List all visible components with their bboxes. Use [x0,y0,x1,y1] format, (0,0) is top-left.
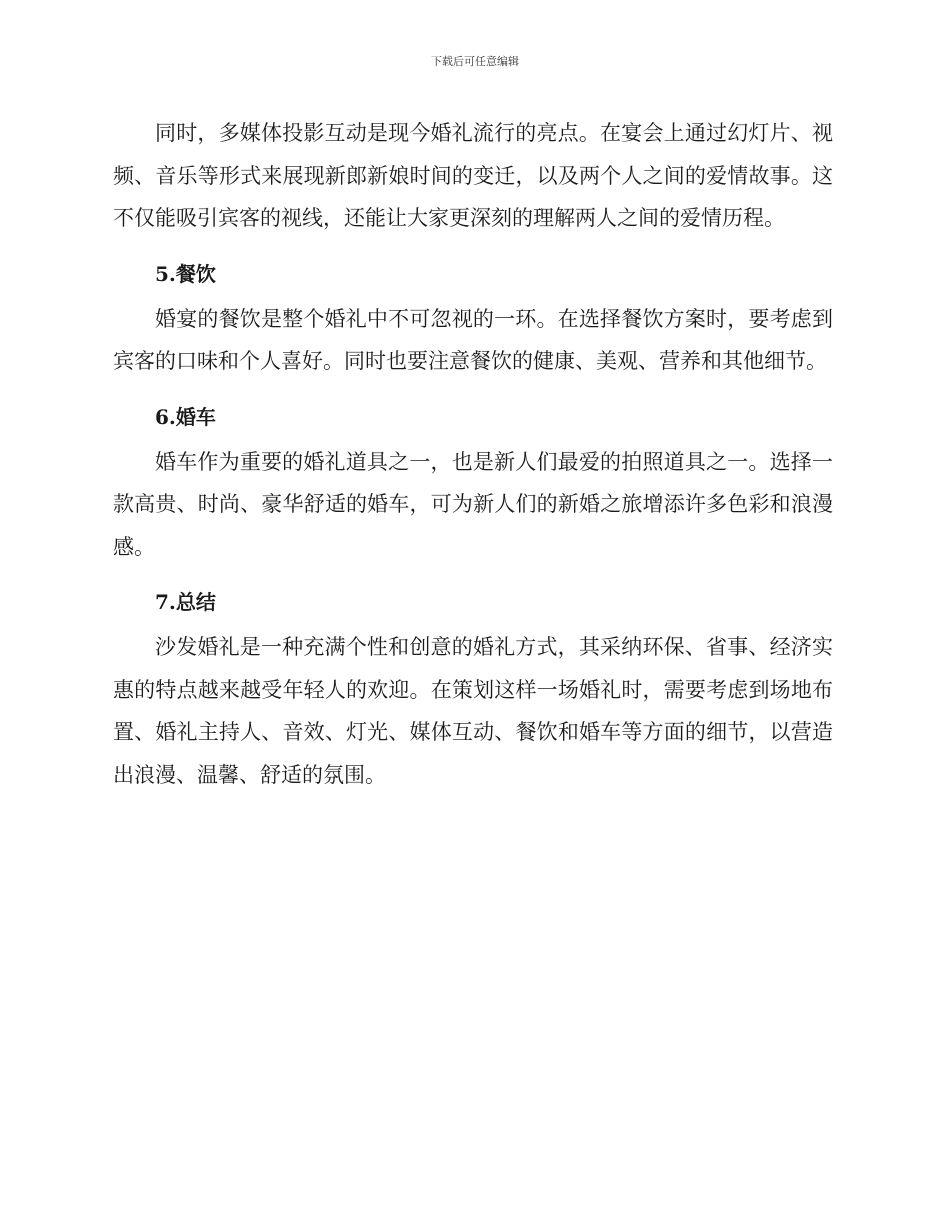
document-body [113,112,833,796]
summary-paragraph: 沙发婚礼是一种充满个性和创意的婚礼方式，其采纳环保、省事、经济实惠的特点越来越受年轻人的欢迎。在策划这样一场婚礼时，需要考虑到场地布置、婚礼主持人、音效、灯光、媒体互动、餐饮和婚车等方面的细节，以营造出浪漫、温馨、舒适的氛围。 [113,635,833,787]
page-header: 下载后可任意编辑 [431,55,519,68]
section-heading-catering: 5.餐饮 [155,261,216,286]
car-paragraph: 婚车作为重要的婚礼道具之一，也是新人们最爱的拍照道具之一。选择一款高贵、时尚、豪华舒适的婚车，可为新人们的新婚之旅增添许多色彩和浪漫感。 [113,449,833,559]
catering-paragraph: 婚宴的餐饮是整个婚礼中不可忽视的一环。在选择餐饮方案时，要考虑到宾客的口味和个人喜好。同时也要注意餐饮的健康、美观、营养和其他细节。 [113,306,833,373]
section-heading-car: 6.婚车 [155,404,216,429]
intro-paragraph: 同时，多媒体投影互动是现今婚礼流行的亮点。在宴会上通过幻灯片、视频、音乐等形式来展现新郎新娘时间的变迁，以及两个人之间的爱情故事。这不仅能吸引宾客的视线，还能让大家更深刻的理解两人之间的爱情历程。 [113,121,833,230]
section-heading-summary: 7.总结 [155,590,216,614]
